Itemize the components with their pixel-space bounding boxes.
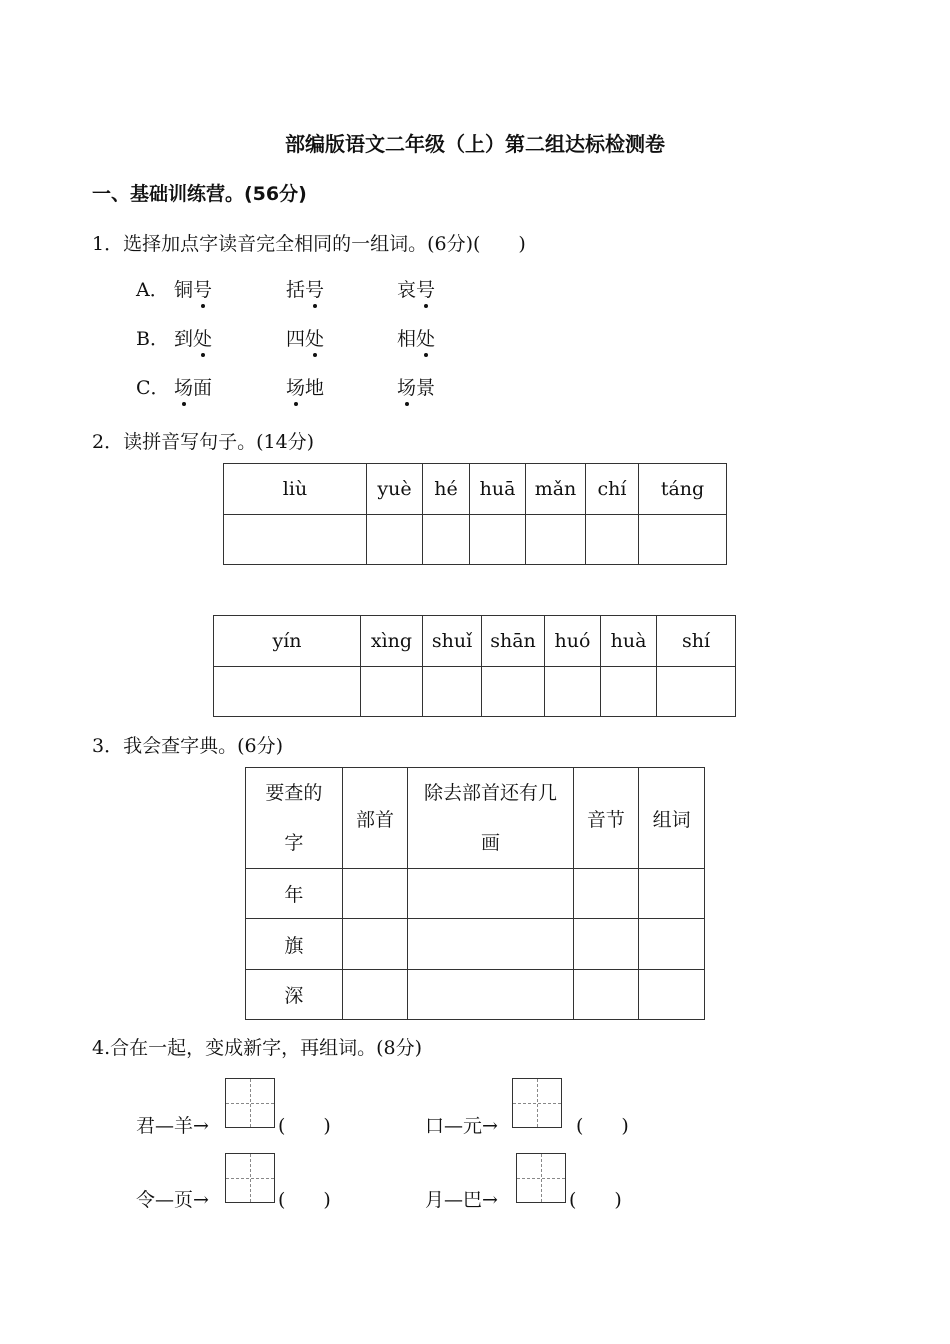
answer-cell[interactable]: [423, 667, 482, 717]
dotted-char: 处: [416, 324, 435, 351]
answer-cell[interactable]: [573, 970, 639, 1020]
answer-cell[interactable]: [214, 667, 361, 717]
answer-cell[interactable]: [423, 515, 470, 565]
pinyin-cell: táng: [639, 464, 727, 515]
header-cell: 部首: [342, 768, 408, 869]
combine-label: 令—页→: [136, 1189, 209, 1211]
answer-cell[interactable]: [573, 869, 639, 919]
pinyin-table-2: [213, 615, 736, 717]
answer-cell[interactable]: [586, 515, 639, 565]
char-cell: 深: [246, 970, 343, 1020]
pinyin-cell: huà: [601, 616, 657, 667]
dotted-char: 场: [397, 373, 416, 400]
char-cell: 年: [246, 869, 343, 919]
char-cell: 旗: [246, 919, 343, 970]
combine-label: 月—巴→: [425, 1189, 498, 1211]
dotted-char: 处: [305, 324, 324, 351]
question-4-prompt: 4.合在一起，变成新字，再组词。(8分): [92, 1037, 423, 1059]
pinyin-cell: yín: [214, 616, 361, 667]
header-cell: 除去部首还有几画: [408, 768, 573, 869]
option-letter: A．: [136, 279, 169, 301]
option-word: 场地: [286, 373, 324, 400]
pinyin-table-1: [223, 463, 727, 565]
answer-cell[interactable]: [361, 667, 423, 717]
answer-cell[interactable]: [639, 869, 705, 919]
section-heading: 一、基础训练营。(56分): [92, 183, 307, 205]
pinyin-cell: chí: [586, 464, 639, 515]
option-word: 场景: [397, 373, 435, 400]
pinyin-cell: mǎn: [526, 464, 586, 515]
answer-cell[interactable]: [408, 970, 573, 1020]
option-word: 哀号: [397, 275, 435, 302]
combine-label: 口—元→: [425, 1115, 498, 1137]
option-word: 场面: [174, 373, 212, 400]
answer-cell[interactable]: [639, 970, 705, 1020]
option-word: 到处: [174, 324, 212, 351]
answer-cell[interactable]: [573, 919, 639, 970]
word-blank[interactable]: ( ): [278, 1189, 331, 1211]
header-cell: 要查的字: [246, 768, 343, 869]
dictionary-table: [245, 767, 705, 1020]
question-1-prompt: 1．选择加点字读音完全相同的一组词。(6分)( ): [92, 233, 526, 255]
answer-cell[interactable]: [470, 515, 526, 565]
word-blank[interactable]: ( ): [569, 1189, 622, 1211]
pinyin-cell: liù: [224, 464, 367, 515]
writing-grid-box[interactable]: [516, 1153, 566, 1203]
pinyin-cell: xìng: [361, 616, 423, 667]
pinyin-cell: yuè: [367, 464, 423, 515]
option-letter: C．: [136, 377, 170, 399]
option-word: 铜号: [174, 275, 212, 302]
word-blank[interactable]: ( ): [278, 1115, 331, 1137]
answer-cell[interactable]: [224, 515, 367, 565]
answer-cell[interactable]: [342, 970, 408, 1020]
dotted-char: 场: [174, 373, 193, 400]
dotted-char: 场: [286, 373, 305, 400]
pinyin-cell: huó: [545, 616, 601, 667]
page-title: 部编版语文二年级（上）第二组达标检测卷: [285, 132, 665, 156]
answer-cell[interactable]: [545, 667, 601, 717]
option-word: 四处: [286, 324, 324, 351]
dotted-char: 号: [305, 275, 324, 302]
question-2-prompt: 2．读拼音写句子。(14分): [92, 431, 315, 453]
writing-grid-box[interactable]: [512, 1078, 562, 1128]
answer-cell[interactable]: [601, 667, 657, 717]
pinyin-cell: hé: [423, 464, 470, 515]
header-cell: 音节: [573, 768, 639, 869]
answer-cell[interactable]: [526, 515, 586, 565]
word-blank[interactable]: ( ): [576, 1115, 629, 1137]
combine-label: 君—羊→: [136, 1115, 209, 1137]
answer-cell[interactable]: [342, 919, 408, 970]
dotted-char: 号: [193, 275, 212, 302]
answer-cell[interactable]: [639, 919, 705, 970]
answer-cell[interactable]: [367, 515, 423, 565]
answer-cell[interactable]: [408, 919, 573, 970]
question-3-prompt: 3．我会查字典。(6分): [92, 735, 284, 757]
answer-cell[interactable]: [639, 515, 727, 565]
option-letter: B．: [136, 328, 169, 350]
pinyin-cell: shān: [482, 616, 545, 667]
dotted-char: 号: [416, 275, 435, 302]
header-cell: 组词: [639, 768, 705, 869]
dotted-char: 处: [193, 324, 212, 351]
pinyin-cell: shí: [657, 616, 736, 667]
answer-cell[interactable]: [408, 869, 573, 919]
option-word: 括号: [286, 275, 324, 302]
answer-cell[interactable]: [657, 667, 736, 717]
option-word: 相处: [397, 324, 435, 351]
writing-grid-box[interactable]: [225, 1153, 275, 1203]
answer-cell[interactable]: [342, 869, 408, 919]
pinyin-cell: huā: [470, 464, 526, 515]
answer-cell[interactable]: [482, 667, 545, 717]
writing-grid-box[interactable]: [225, 1078, 275, 1128]
pinyin-cell: shuǐ: [423, 616, 482, 667]
